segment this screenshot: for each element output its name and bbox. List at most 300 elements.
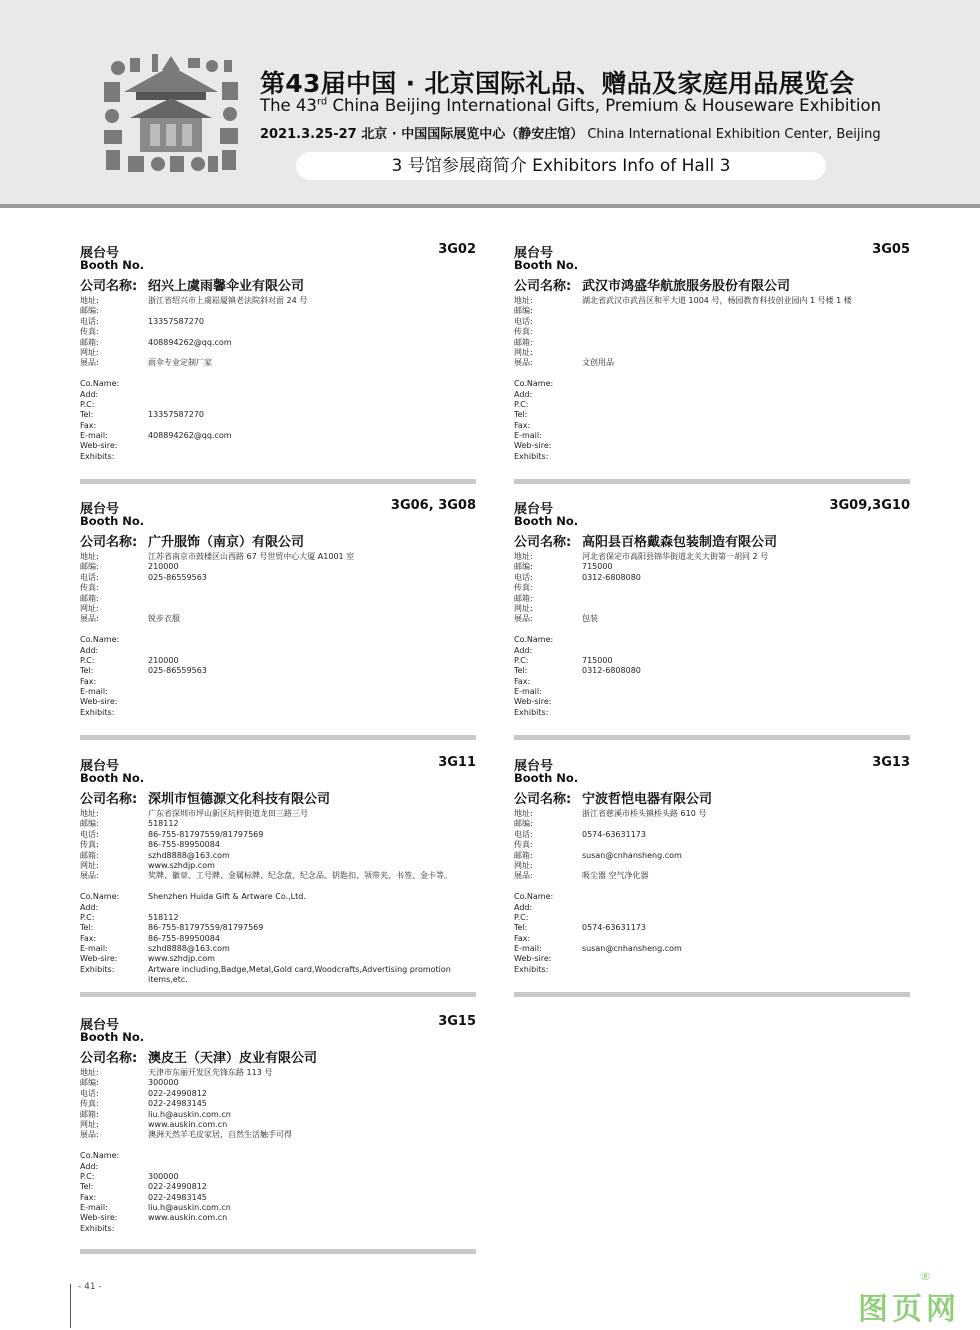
field-label: P.C: [80,1171,95,1181]
detail-row-en [80,954,480,964]
hall-title: 3 号馆参展商简介 Exhibitors Info of Hall 3 [296,152,826,180]
detail-row-en [514,410,914,420]
field-label: 展品: [514,358,533,368]
detail-row-cn [80,552,480,562]
field-value: 408894262@qq.com [148,431,232,441]
field-label: Tel: [80,1182,94,1192]
field-label: 电话: [514,316,533,326]
field-value: szhd8888@163.com [148,944,230,954]
detail-row-cn [80,1120,480,1130]
exhibitor-details [514,552,914,718]
exhibition-title-cn: 第43届中国 · 北京国际礼品、赠品及家庭用品展览会 [260,69,855,98]
field-label: E-mail: [514,944,542,954]
field-label: E-mail: [80,431,108,441]
detail-row-en [80,656,480,666]
field-label: Tel: [514,410,528,420]
detail-row-cn [514,594,914,604]
field-label: Tel: [80,666,94,676]
detail-row-cn [80,871,480,881]
detail-row-cn [80,840,480,850]
page-margin-line [70,1284,71,1328]
field-label: P.C: [80,655,95,665]
detail-row-en [80,431,480,441]
booth-label-cn: 展台号 [514,759,554,774]
field-value: 13357587270 [148,316,204,326]
detail-row-cn [80,327,480,337]
detail-row-cn [514,338,914,348]
card-divider [514,735,910,740]
field-label: 网址: [514,603,533,613]
field-label: 邮编: [80,562,99,572]
detail-row-cn [80,348,480,358]
detail-row-cn [80,594,480,604]
watermark-registered-mark: ® [920,1270,931,1283]
field-value: 澳洲天然羊毛皮家居，自然生活触手可得 [148,1130,292,1140]
field-label: 网址: [80,1119,99,1129]
field-label: 网址: [514,347,533,357]
detail-row-cn [80,358,480,368]
company-name: 澳皮王（天津）皮业有限公司 [148,1051,318,1066]
booth-label-en: Booth No. [80,1030,145,1044]
field-label: P.C: [80,912,95,922]
field-value: 518112 [148,819,179,829]
field-label: 邮箱: [80,850,99,860]
page-header [0,0,980,208]
detail-row-en [80,687,480,697]
detail-row-en [80,923,480,933]
detail-row-en [514,656,914,666]
field-label: Co.Name: [514,379,554,389]
company-name: 深圳市恒德源文化科技有限公司 [148,792,331,807]
detail-row-cn [514,871,914,881]
field-value: 025-86559563 [148,666,207,676]
field-label: E-mail: [80,687,108,697]
title-en-ordinal: rd [316,96,328,108]
field-value: 86-755-89950084 [148,840,220,850]
detail-row-cn [514,306,914,316]
field-value: 300000 [148,1078,179,1088]
field-value: 86-755-81797559/81797569 [148,829,264,839]
booth-number: 3G15 [438,1014,476,1029]
field-label: 传真: [80,327,99,337]
field-label: 邮箱: [514,593,533,603]
field-label: 邮箱: [514,337,533,347]
detail-row-en [514,452,914,462]
company-name: 广升服饰（南京）有限公司 [148,535,305,550]
detail-row-en [514,687,914,697]
detail-row-en [514,431,914,441]
company-label: 公司名称: [80,279,138,294]
detail-row-cn [80,338,480,348]
field-label: P.C: [514,399,529,409]
field-value: 河北省保定市高阳县锦华街道北关大街第一胡同 2 号 [582,552,769,561]
detail-row-en [80,400,480,410]
field-label: Fax: [514,933,531,943]
detail-row-en [514,421,914,431]
field-value: 210000 [148,655,179,665]
detail-row-cn [80,830,480,840]
field-label: E-mail: [80,944,108,954]
field-value: 江苏省南京市鼓楼区山西路 67 号世贸中心大厦 A1001 室 [148,552,355,561]
field-label: P.C: [514,912,529,922]
field-value: susan@cnhansheng.com [582,944,682,954]
detail-row-en [80,441,480,451]
booth-label-cn: 展台号 [80,759,120,774]
page-number: - 41 - [78,1282,102,1292]
field-label: Co.Name: [80,892,120,902]
field-label: Web-sire: [514,441,552,451]
detail-row-en [80,421,480,431]
field-value: www.szhdjp.com [148,860,215,870]
field-value: 408894262@qq.com [148,337,232,347]
detail-row-cn [514,317,914,327]
detail-row-cn [80,562,480,572]
field-label: 地址: [80,296,99,305]
booth-number: 3G09,3G10 [829,498,910,513]
field-label: Fax: [80,933,97,943]
field-label: Exhibits: [80,451,115,461]
exhibitor-card [514,755,910,1003]
detail-row-en [80,666,480,676]
field-value: liu.h@auskin.com.cn [148,1203,231,1213]
field-label: 展品: [80,871,99,881]
field-value: susan@cnhansheng.com [582,850,682,860]
field-value: 0312-6808080 [582,666,641,676]
exhibitor-details [80,552,480,718]
company-label: 公司名称: [80,1051,138,1066]
field-label: Co.Name: [514,635,554,645]
company-name: 绍兴上虞雨馨伞业有限公司 [148,279,305,294]
exhibitor-card [80,498,476,746]
booth-label-cn: 展台号 [80,1018,120,1033]
card-divider [80,735,476,740]
booth-number: 3G11 [438,755,476,770]
detail-row-en [80,1213,480,1223]
detail-row-cn [514,562,914,572]
exhibitor-details [514,809,914,975]
detail-row-cn [514,552,914,562]
exhibitor-details [514,296,914,462]
field-value: 022-24990812 [148,1182,207,1192]
field-label: 传真: [514,583,533,593]
detail-row-en [514,708,914,718]
detail-row-en [514,666,914,676]
field-value: 天津市东丽开发区先锋东路 113 号 [148,1068,273,1077]
field-value: 022-24983145 [148,1099,207,1109]
field-value: 奖牌、徽章、工号牌、金属标牌、纪念盘、纪念品、钥匙扣、领带夹、书签、金卡等。 [148,871,452,881]
field-label: Fax: [80,420,97,430]
field-value: 022-24990812 [148,1088,207,1098]
field-label: Web-sire: [80,697,118,707]
field-label: 展品: [514,614,533,624]
detail-row-en [514,441,914,451]
detail-row-cn [514,819,914,829]
detail-row-en [514,646,914,656]
watermark-logo: 图页网 [858,1292,960,1327]
field-label: 展品: [80,1130,99,1140]
detail-row-cn [80,573,480,583]
field-value: 浙江省慈溪市桥头镇桥头路 610 号 [582,809,707,818]
field-value: Artware including,Badge,Metal,Gold card,Woodcrafts,Advertising promotion items,etc. [148,964,451,985]
field-value: 715000 [582,655,613,665]
detail-row-en [80,1182,480,1192]
detail-row-en [514,965,914,975]
field-label: Fax: [80,676,97,686]
field-label: Exhibits: [80,1223,115,1233]
field-label: 电话: [80,829,99,839]
card-divider [80,992,476,997]
field-label: P.C: [514,655,529,665]
company-label: 公司名称: [514,279,572,294]
exhibition-logo-icon [100,52,242,176]
field-label: Exhibits: [80,964,115,974]
field-value: 300000 [148,1171,179,1181]
detail-row-cn [80,1068,480,1078]
field-value: 13357587270 [148,410,204,420]
detail-row-en [80,697,480,707]
field-label: Exhibits: [514,707,549,717]
field-value: 吸尘器 空气净化器 [582,871,649,881]
field-value: 86-755-89950084 [148,933,220,943]
detail-row-en [80,452,480,462]
detail-row-cn [80,296,480,306]
detail-row-cn [80,1078,480,1088]
detail-row-cn [80,1089,480,1099]
exhibition-date-venue [260,123,881,142]
field-label: 展品: [514,871,533,881]
detail-row-cn [514,614,914,624]
booth-label-en: Booth No. [80,514,145,528]
field-label: 传真: [514,327,533,337]
detail-row-en [514,390,914,400]
exhibitor-details [80,1068,480,1234]
field-value: 湖北省武汉市武昌区和平大道 1004 号，杨园教育科技创业园内 1 号楼 1 楼 [582,296,852,305]
detail-row-cn [514,861,914,871]
field-value: 715000 [582,562,613,572]
company-label: 公司名称: [80,535,138,550]
booth-label-en: Booth No. [514,514,579,528]
detail-row-cn [514,583,914,593]
detail-row-cn [80,583,480,593]
detail-row-cn [514,573,914,583]
title-en-prefix: The 43 [260,96,317,115]
field-label: 邮编: [80,1078,99,1088]
field-label: Fax: [514,420,531,430]
field-label: 电话: [80,1088,99,1098]
detail-row-cn [80,317,480,327]
detail-row-en [514,954,914,964]
exhibitor-card [80,242,476,490]
field-label: Exhibits: [80,707,115,717]
field-label: E-mail: [80,1203,108,1213]
booth-number: 3G06, 3G08 [390,498,476,513]
detail-row-cn [514,358,914,368]
booth-number: 3G05 [872,242,910,257]
field-label: 网址: [514,860,533,870]
card-divider [80,479,476,484]
field-label: 电话: [80,572,99,582]
field-label: 邮箱: [80,1109,99,1119]
card-divider [80,1249,476,1254]
detail-row-en [514,913,914,923]
detail-row-en [80,913,480,923]
field-label: Add: [80,389,99,399]
exhibition-title-en [260,96,882,115]
detail-row-cn [514,809,914,819]
field-label: 展品: [80,614,99,624]
detail-row-en [80,646,480,656]
field-label: 地址: [514,809,533,818]
detail-row-en [80,1224,480,1234]
field-label: 邮箱: [514,850,533,860]
field-label: Exhibits: [514,964,549,974]
detail-row-en [80,708,480,718]
detail-row-en [80,903,480,913]
booth-label-en: Booth No. [80,258,145,272]
card-divider [514,992,910,997]
detail-row-en [514,697,914,707]
detail-row-cn [80,604,480,614]
field-label: 地址: [80,809,99,818]
title-en-suffix: China Beijing International Gifts, Premium & Houseware Exhibition [327,96,882,115]
field-value: 0574-63631173 [582,923,646,933]
field-label: 地址: [80,1068,99,1077]
field-label: 网址: [80,860,99,870]
field-label: 邮箱: [80,337,99,347]
field-value: www.auskin.com.cn [148,1213,228,1223]
detail-row-en [80,1172,480,1182]
field-label: Co.Name: [80,1151,120,1161]
field-label: Web-sire: [514,954,552,964]
field-value: 锐步衣服 [148,614,180,624]
booth-label-en: Booth No. [514,771,579,785]
field-value: 86-755-81797559/81797569 [148,923,264,933]
detail-row-cn [514,830,914,840]
field-value: Shenzhen Huida Gift & Artware Co.,Ltd. [148,892,306,902]
detail-row-en [80,635,480,645]
field-label: Add: [80,1161,99,1171]
field-value: 0574-63631173 [582,829,646,839]
detail-row-en [80,944,480,954]
exhibitor-card [514,242,910,490]
field-label: Web-sire: [80,954,118,964]
field-value: 包装 [582,614,598,624]
detail-row-en [514,944,914,954]
field-value: 210000 [148,562,179,572]
field-value: 022-24983145 [148,1192,207,1202]
detail-row-en [80,892,480,902]
booth-number: 3G02 [438,242,476,257]
exhibitor-card [514,498,910,746]
company-label: 公司名称: [80,792,138,807]
field-label: Web-sire: [80,441,118,451]
field-value: 0312-6808080 [582,572,641,582]
field-label: E-mail: [514,687,542,697]
detail-row-cn [514,348,914,358]
field-label: Tel: [80,923,94,933]
field-label: Fax: [80,1192,97,1202]
field-label: Add: [80,645,99,655]
field-label: Add: [80,902,99,912]
detail-row-cn [514,296,914,306]
detail-row-cn [514,851,914,861]
detail-row-en [80,1151,480,1161]
detail-row-cn [80,819,480,829]
field-label: Web-sire: [514,697,552,707]
field-value: 025-86559563 [148,572,207,582]
field-value: 广东省深圳市坪山新区坑梓街道龙田三路三号 [148,809,308,818]
field-label: 传真: [80,1099,99,1109]
detail-row-en [514,934,914,944]
detail-row-en [514,635,914,645]
booth-label-cn: 展台号 [80,246,120,261]
company-name: 宁波哲恺电器有限公司 [582,792,713,807]
detail-row-en [80,1193,480,1203]
booth-number: 3G13 [872,755,910,770]
detail-row-en [80,965,480,986]
company-name: 武汉市鸿盛华航旅服务股份有限公司 [582,279,791,294]
detail-row-en [514,923,914,933]
detail-row-cn [514,840,914,850]
field-label: 邮编: [80,306,99,316]
field-label: 邮编: [514,306,533,316]
field-label: Add: [514,389,533,399]
field-label: 地址: [514,552,533,561]
field-label: 邮编: [514,819,533,829]
field-label: Tel: [80,410,94,420]
field-value: 浙江省绍兴市上虞崧厦镇老法院斜对面 24 号 [148,296,308,305]
detail-row-en [80,677,480,687]
field-label: 传真: [80,583,99,593]
field-value: www.szhdjp.com [148,954,215,964]
detail-row-cn [80,614,480,624]
detail-row-cn [80,851,480,861]
field-label: Co.Name: [80,379,120,389]
field-label: P.C: [80,399,95,409]
detail-row-en [514,379,914,389]
detail-row-en [514,400,914,410]
field-label: 地址: [514,296,533,305]
detail-row-cn [514,327,914,337]
detail-row-cn [80,1099,480,1109]
field-label: Add: [514,645,533,655]
field-value: 文创用品 [582,358,614,368]
field-label: 展品: [80,358,99,368]
booth-label-cn: 展台号 [80,502,120,517]
date-venue-cn: 2021.3.25-27 北京 · 中国国际展览中心（静安庄馆） [260,127,584,142]
detail-row-cn [80,1110,480,1120]
detail-row-cn [514,604,914,614]
detail-row-cn [80,306,480,316]
field-value: szhd8888@163.com [148,850,230,860]
detail-row-en [80,1162,480,1172]
field-label: 网址: [80,347,99,357]
field-label: 传真: [80,840,99,850]
field-label: Fax: [514,676,531,686]
field-label: Tel: [514,666,528,676]
company-label: 公司名称: [514,535,572,550]
detail-row-en [80,390,480,400]
exhibitor-details [80,809,480,986]
venue-en: China International Exhibition Center, Beijing [583,127,881,142]
company-name: 高阳县百格戴森包装制造有限公司 [582,535,778,550]
detail-row-cn [80,861,480,871]
exhibitor-card [80,1014,476,1262]
field-label: 电话: [514,572,533,582]
detail-row-en [80,934,480,944]
detail-row-en [514,892,914,902]
field-label: 地址: [80,552,99,561]
